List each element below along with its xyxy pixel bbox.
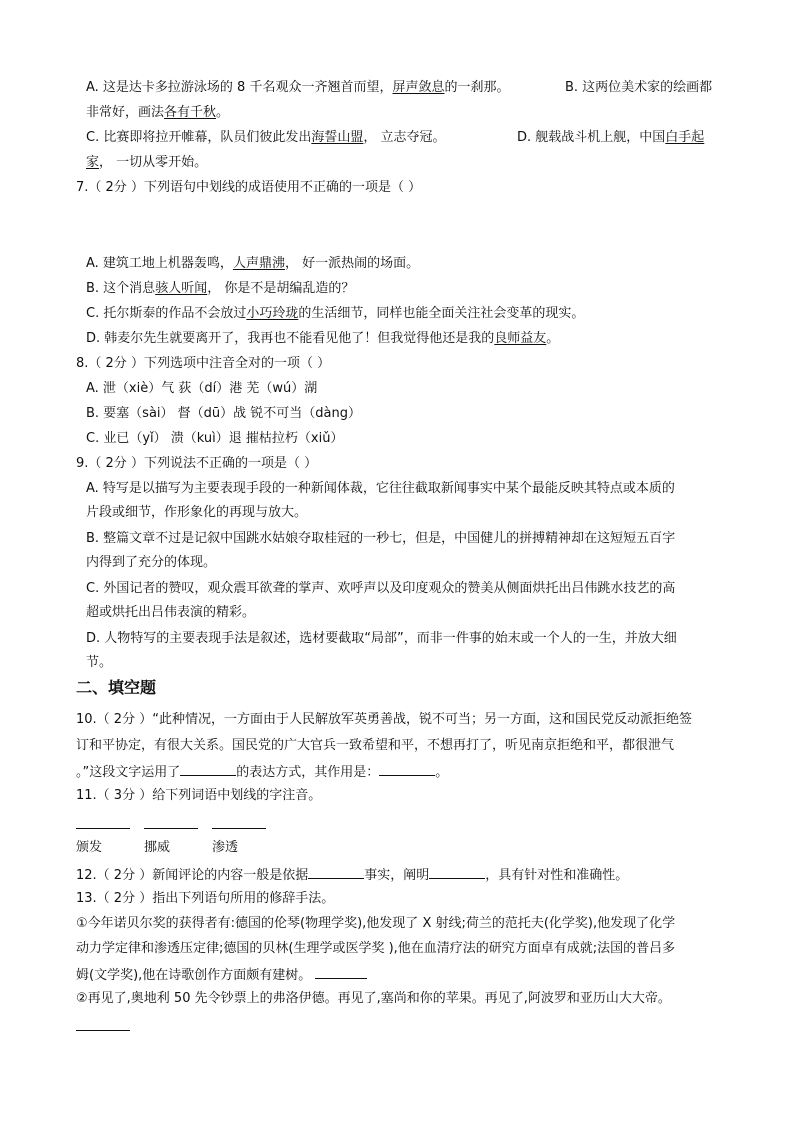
q10-line3 [76, 761, 448, 783]
q12-text-a: 12.（ 2分 ）新闻评论的内容一般是依据 [76, 868, 309, 883]
q9-option-b: B. 整篇文章不过是记叙中国跳水姑娘夺取桂冠的一秒七，但是，中国健儿的拼搏精神却在这短短五百字 [86, 531, 676, 546]
q7-a-text: A. 建筑工地上机器轰鸣， [86, 256, 233, 271]
q12-text-c: ，具有针对性和准确性。 [485, 868, 629, 883]
q6-c-text: C. 比赛即将拉开帷幕，队员们彼此发出 [86, 130, 312, 145]
q8-option-c: C. 业已（yǐ） 溃（kuì）退 摧枯拉朽（xiǔ） [86, 431, 344, 446]
q6-d-text: D. 舰载战斗机上舰，中国 [517, 130, 666, 145]
q10-text-a: 。”这段文字运用了 [76, 765, 181, 780]
q7-c-idiom: 小巧玲珑 [246, 306, 299, 321]
q9-stem: 9.（ 2分 ）下列说法不正确的一项是（ ） [76, 456, 318, 471]
q6-option-b: B. 这两位美术家的绘画都 [565, 80, 713, 95]
q9-option-d: D. 人物特写的主要表现手法是叙述，选材要截取“局部”，而非一件事的始末或一个人的一生，并放大细 [86, 631, 677, 646]
q9-option-d-cont: 节。 [86, 655, 113, 670]
q13-sentence-1-line2: 动力学定律和渗透压定律;德国的贝林(生理学或医学奖 ),他在血清疗法的研究方面卓有成就;法国的普吕多 [76, 941, 676, 956]
q9-option-a-cont: 片段或细节，作形象化的再现与放大。 [86, 505, 308, 520]
q10-text-c: 。 [435, 765, 449, 780]
section-heading: 二、填空题 [76, 678, 157, 697]
q8-option-a: A. 泄（xiè）气 荻（dí）港 芜（wú）湖 [86, 381, 318, 396]
q8-stem: 8.（ 2分 ）下列选项中注音全对的一项（ ） [76, 356, 331, 371]
q6-a-text-end: 的一刹那。 [444, 80, 510, 95]
q6-b-text-end: 。 [216, 105, 230, 120]
q10-line1: 10.（ 2分 ）“此种情况，一方面由于人民解放军英勇善战，锐不可当；另一方面，这和国民党反动派拒绝签 [76, 712, 692, 727]
q12-blank-2[interactable] [429, 864, 485, 879]
q12-text-b: 事实，阐明 [364, 868, 430, 883]
q7-b-idiom: 骇人听闻 [155, 281, 208, 296]
q6-a-text: A. 这是达卡多拉游泳场的 8 千名观众一齐翘首而望， [86, 80, 393, 95]
q7-b-text: B. 这个消息 [86, 281, 156, 296]
q10-line2: 订和平协定，有很大关系。国民党的广大官兵一致希望和平，不想再打了，听见南京拒绝和平，都很泄气 [76, 738, 675, 753]
q7-a-text-end: ， 好一派热闹的场面。 [284, 256, 420, 271]
q9-option-a: A. 特写是以描写为主要表现手段的一种新闻体裁，它往往截取新闻事实中某个最能反映其特点或本质的 [86, 481, 675, 496]
q6-d-text-end: ， 一切从零开始。 [99, 155, 208, 170]
q10-text-b: 的表达方式，其作用是： [236, 765, 380, 780]
q7-b-text-end: ， 你是不是胡编乱造的？ [207, 281, 355, 296]
q13-blank-1[interactable] [315, 964, 367, 979]
q6-a-idiom: 屏声敛息 [392, 80, 445, 95]
q6-option-a [86, 78, 510, 98]
q7-d-text-end: 。 [546, 331, 560, 346]
q7-d-idiom: 良师益友 [494, 331, 547, 346]
q11-blank-3[interactable] [212, 814, 266, 829]
q6-b-idiom: 各有千秋 [164, 105, 217, 120]
q6-b-text: 非常好，画法 [86, 105, 165, 120]
q13-sentence-2: ②再见了,奥地利 50 先令钞票上的弗洛伊德。再见了,塞尚和你的苹果。再见了,阿波罗和亚历山大大帝。 [76, 991, 671, 1006]
q11-blank-1[interactable] [76, 814, 130, 829]
q13-sentence-1-line3 [76, 964, 367, 986]
q7-option-b [86, 279, 354, 299]
q9-option-b-cont: 内得到了充分的体现。 [86, 555, 217, 570]
q10-blank-2[interactable] [379, 761, 435, 776]
q7-a-idiom: 人声鼎沸 [232, 256, 285, 271]
q13-blank-2[interactable] [76, 1016, 130, 1031]
q11-word-2: 挪威 [144, 840, 171, 855]
q6-d-idiom-part2: 家 [86, 155, 100, 170]
q11-stem: 11.（ 3分 ）给下列词语中划线的字注音。 [76, 788, 322, 803]
q6-c-text-end: ， 立志夺冠。 [363, 130, 446, 145]
q11-word-3: 渗透 [212, 840, 239, 855]
q7-stem: 7.（ 2分 ）下列语句中划线的成语使用不正确的一项是（ ） [76, 180, 422, 195]
q6-d-idiom-part1: 白手起 [665, 130, 705, 145]
q9-option-c: C. 外国记者的赞叹，观众震耳欲聋的掌声、欢呼声以及印度观众的赞美从侧面烘托出吕伟跳水技艺的高 [86, 581, 676, 596]
q8-option-b: B. 要塞（sài） 督（dū）战 锐不可当（dàng） [86, 406, 361, 421]
q7-d-text: D. 韩麦尔先生就要离开了，我再也不能看见他了！但我觉得他还是我的 [86, 331, 495, 346]
q10-blank-1[interactable] [180, 761, 236, 776]
q6-option-b-cont [86, 103, 229, 123]
q7-c-text: C. 托尔斯泰的作品不会放过 [86, 306, 247, 321]
q7-option-d [86, 329, 559, 349]
q11-word-1: 颁发 [76, 840, 103, 855]
q12-line [76, 864, 628, 886]
q6-option-d-cont [86, 153, 207, 173]
q9-option-c-cont: 超或烘托出吕伟表演的精彩。 [86, 605, 256, 620]
q6-option-d [517, 128, 704, 148]
q6-option-c [86, 128, 446, 148]
q13-sentence-1-line1: ①今年诺贝尔奖的获得者有:德国的伦琴(物理学奖),他发现了 X 射线;荷兰的范托夫(化学奖),他发现了化学 [76, 916, 676, 931]
q11-blank-2[interactable] [144, 814, 198, 829]
q6-c-idiom: 海誓山盟 [311, 130, 364, 145]
q7-c-text-end: 的生活细节，同样也能全面关注社会变革的现实。 [298, 306, 585, 321]
q12-blank-1[interactable] [308, 864, 364, 879]
q13-stem: 13.（ 2分 ）指出下列语句所用的修辞手法。 [76, 891, 335, 906]
q13-s1-text: 姆(文学奖),他在诗歌创作方面颇有建树。 [76, 968, 312, 983]
q7-option-a [86, 254, 419, 274]
q7-option-c [86, 304, 584, 324]
